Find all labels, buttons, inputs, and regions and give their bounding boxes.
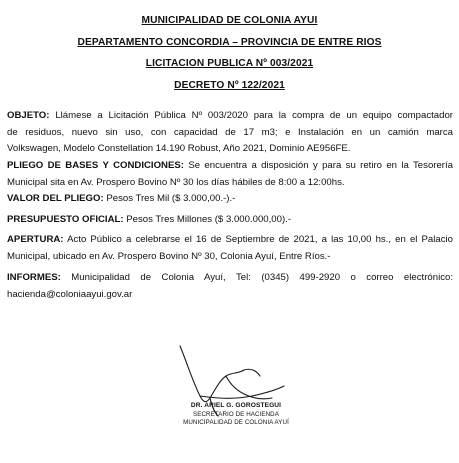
apertura-paragraph (7, 232, 453, 265)
department-title: DEPARTAMENTO CONCORDIA – PROVINCIA DE ENTRE RIOS (77, 37, 382, 48)
presupuesto-label: PRESUPUESTO OFICIAL: (7, 214, 124, 225)
objeto-line-2: de residuos, nuevo sin uso, con capacidad de 17 m3; e Instalación en un camión marca (7, 126, 453, 138)
informes-label: INFORMES: (7, 272, 61, 283)
pliego-paragraph (7, 158, 453, 191)
signatory-organization: MUNICIPALIDAD DE COLONIA AYUÍ (183, 419, 289, 426)
decree-title: DECRETO Nº 122/2021 (174, 80, 285, 91)
apertura-label: APERTURA: (7, 234, 64, 245)
signatory-role: SECRETARIO DE HACIENDA (193, 411, 279, 418)
pliego-line-1: PLIEGO DE BASES Y CONDICIONES: Se encuentra a disposición y para su retiro en la Tesorería (7, 160, 453, 171)
objeto-paragraph (7, 108, 453, 158)
valor-text: Pesos Tres Mil ($ 3.000,00.-).- (106, 193, 236, 204)
tender-title: LICITACION PUBLICA Nº 003/2021 (145, 58, 314, 69)
objeto-line-1: OBJETO: Llámese a Licitación Pública Nº 003/2020 para la compra de un equipo compactador (7, 110, 453, 121)
signature-block (140, 340, 320, 445)
valor-paragraph (7, 191, 453, 208)
pliego-label: PLIEGO DE BASES Y CONDICIONES: (7, 160, 184, 171)
valor-label: VALOR DEL PLIEGO: (7, 193, 104, 204)
informes-paragraph (7, 270, 453, 303)
signatory-name: DR. ARIEL G. GOROSTEGUI (190, 402, 282, 409)
apertura-line-2: Municipal, ubicado en Av. Prospero Bovino Nº 30, Colonia Ayuí, Entre Ríos.- (7, 250, 331, 262)
objeto-label: OBJETO: (7, 110, 50, 121)
apertura-line-1: APERTURA: Acto Público a celebrarse el 16 de Septiembre de 2021, a las 10,00 hs., en el Palacio (7, 234, 453, 245)
municipality-title: MUNICIPALIDAD DE COLONIA AYUI (141, 15, 318, 26)
informes-email: hacienda@coloniaayui.gov.ar (7, 288, 133, 300)
presupuesto-text: Pesos Tres Millones ($ 3.000.000,00).- (126, 214, 292, 225)
handwritten-signature (140, 340, 320, 445)
informes-line-1: INFORMES: Municipalidad de Colonia Ayuí, Tel: (0345) 499-2920 o correo electrónico: (7, 272, 453, 283)
presupuesto-paragraph (7, 212, 453, 229)
pliego-line-2: Municipal sita en Av. Prospero Bovino Nº 30 los días hábiles de 8:00 a 12:00hs. (7, 176, 345, 188)
objeto-line-3: Volkswagen, Modelo Constellation 14.190 Robust, Año 2021, Dominio AE956FE. (7, 143, 351, 155)
